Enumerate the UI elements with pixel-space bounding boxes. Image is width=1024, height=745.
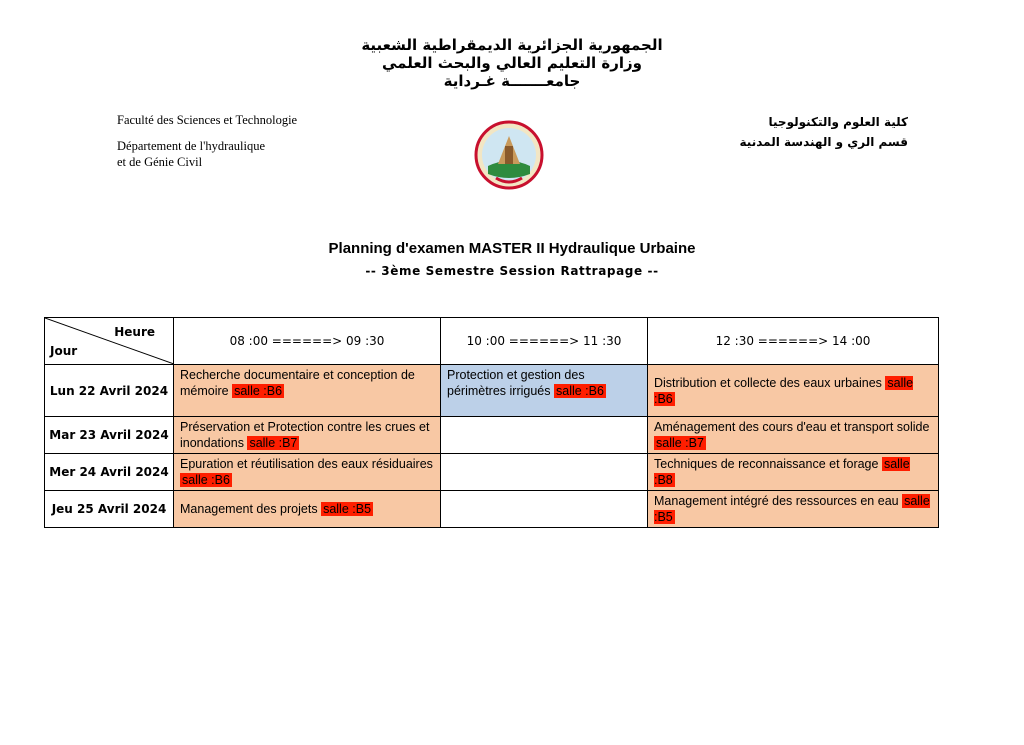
university-name-ar: جامعـــــــة غـرداية [443,72,581,90]
heure-label: Heure [114,325,155,339]
exam-subject: Distribution et collecte des eaux urbaines [654,375,882,390]
university-logo [474,120,544,190]
republic-name-ar: الجمهورية الجزائرية الديمقراطية الشعبية [361,36,663,54]
room-badge: salle :B7 [249,436,298,450]
empty-cell [441,454,648,491]
exam-cell [441,365,648,417]
room-badge: salle :B8 [654,457,910,487]
exam-cell [174,491,441,528]
department-name-fr: Département de l'hydraulique [117,139,266,153]
empty-cell [441,491,648,528]
faculty-block-fr [117,112,297,170]
empty-cell [441,417,648,454]
exam-cell [174,417,441,454]
day-cell: Lun 22 Avril 2024 [45,365,174,417]
exam-subject: Recherche documentaire et conception de mémoire [180,368,415,398]
exam-cell [648,454,939,491]
exam-subject: Epuration et réutilisation des eaux résiduaires [180,457,433,471]
exam-subject: Protection et gestion des périmètres irrigués [447,368,585,398]
exam-cell [174,365,441,417]
arabic-header [312,36,712,90]
jour-label: Jour [50,344,78,358]
exam-cell [648,491,939,528]
room-badge: salle :B6 [556,384,604,398]
time-slot-3: 12 :30 ======> 14 :00 [648,318,939,365]
table-row [45,454,939,491]
table-row [45,491,939,528]
faculty-block-ar [740,112,908,152]
page-subtitle: -- 3ème Semestre Session Rattrapage -- [365,264,659,278]
room-badge: salle :B5 [654,494,930,524]
exam-subject: Préservation et Protection contre les crues et inondations [180,420,430,450]
exam-subject: Aménagement des cours d'eau et transport solide [654,420,930,434]
room-badge: salle :B6 [234,384,283,398]
time-slot-1: 08 :00 ======> 09 :30 [174,318,441,365]
day-cell: Mer 24 Avril 2024 [45,454,174,491]
exam-subject: Management des projets [180,502,318,516]
room-badge: salle :B6 [654,375,914,406]
exam-cell [648,365,939,417]
department-name-fr-cont: et de Génie Civil [117,155,203,169]
department-name-ar: قسم الري و الهندسة المدنية [739,135,908,149]
corner-cell [45,318,174,365]
table-row [45,365,939,417]
room-badge: salle :B7 [656,436,704,450]
room-badge: salle :B5 [323,502,372,516]
table-row [45,417,939,454]
table-header-row [45,318,939,365]
exam-schedule-table [44,317,939,528]
ministry-name-ar: وزارة التعليم العالي والبحث العلمي [381,54,643,72]
faculty-name-fr: Faculté des Sciences et Technologie [117,113,298,127]
page-title: Planning d'examen MASTER II Hydraulique Urbaine [328,240,696,257]
exam-subject: Techniques de reconnaissance et forage [654,457,879,471]
exam-cell [174,454,441,491]
exam-subject: Management intégré des ressources en eau [654,494,899,508]
room-badge: salle :B6 [182,473,230,487]
day-cell: Jeu 25 Avril 2024 [45,491,174,528]
faculty-name-ar: كلية العلوم والتكنولوجيا [768,115,908,129]
day-cell: Mar 23 Avril 2024 [45,417,174,454]
time-slot-2: 10 :00 ======> 11 :30 [441,318,648,365]
exam-cell [648,417,939,454]
